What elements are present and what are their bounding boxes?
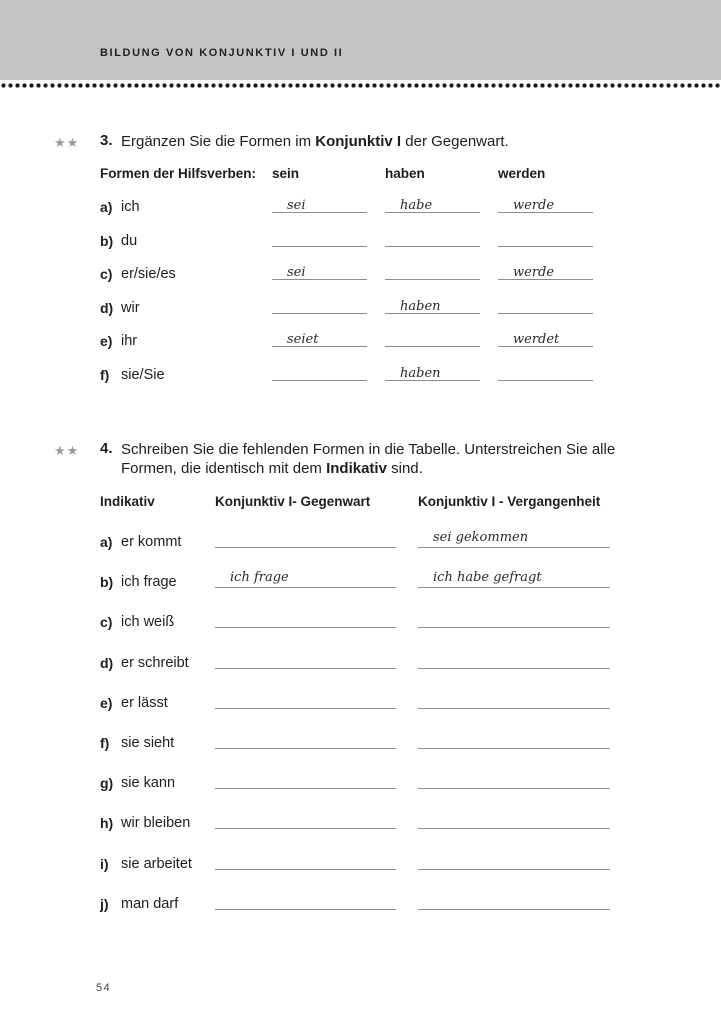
handwritten-answer: werde: [513, 265, 555, 280]
item-letter: g): [100, 775, 114, 792]
indikativ-form: sie sieht: [121, 735, 175, 751]
indikativ-form: ich weiß: [121, 614, 175, 631]
handwritten-answer: haben: [400, 365, 441, 381]
answer-line[interactable]: [215, 748, 396, 749]
answer-line[interactable]: [418, 708, 610, 709]
handwritten-answer: sei: [287, 198, 306, 213]
difficulty-stars: ★★: [54, 443, 80, 458]
item-letter: c): [100, 614, 113, 631]
indikativ-form: er schreibt: [121, 654, 189, 671]
indikativ-form: er kommt: [121, 534, 182, 550]
answer-line[interactable]: [418, 828, 610, 829]
pronoun-label: sie/Sie: [121, 366, 165, 383]
answer-line[interactable]: [418, 587, 610, 588]
answer-line[interactable]: [272, 380, 367, 381]
exercise-instruction: [121, 440, 641, 478]
item-letter: d): [100, 299, 114, 316]
answer-line[interactable]: [418, 788, 610, 789]
handwritten-answer: werdet: [513, 332, 560, 347]
pronoun-label: wir: [121, 299, 140, 316]
column-header-werden: werden: [498, 166, 546, 181]
column-header-haben: haben: [385, 166, 425, 181]
answer-line[interactable]: [418, 909, 610, 910]
answer-line[interactable]: [385, 246, 480, 247]
pronoun-label: ihr: [121, 333, 138, 349]
answer-line[interactable]: [215, 708, 396, 709]
answer-line[interactable]: [272, 246, 367, 247]
dotted-divider: [0, 82, 721, 89]
pronoun-label: du: [121, 232, 138, 249]
exercise-number: 3.: [100, 132, 113, 149]
instruction-keyword: Konjunktiv I: [315, 133, 402, 150]
answer-line[interactable]: [215, 547, 396, 548]
instruction-text: Ergänzen Sie die Formen im: [121, 133, 316, 150]
handwritten-answer: habe: [400, 198, 433, 213]
item-letter: b): [100, 574, 114, 591]
answer-line[interactable]: [215, 587, 396, 588]
column-header-indikativ: Indikativ: [100, 494, 155, 509]
answer-line[interactable]: [498, 313, 593, 314]
indikativ-form: sie arbeitet: [121, 855, 192, 872]
instruction-text: sind.: [386, 460, 423, 477]
item-letter: d): [100, 654, 114, 671]
answer-line[interactable]: [418, 869, 610, 870]
indikativ-form: er lässt: [121, 694, 168, 711]
indikativ-form: sie kann: [121, 775, 176, 792]
answer-line[interactable]: [418, 748, 610, 749]
exercise-instruction: [121, 132, 641, 151]
item-letter: e): [100, 333, 113, 349]
indikativ-form: man darf: [121, 895, 179, 912]
answer-line[interactable]: [215, 668, 396, 669]
handwritten-answer: haben: [400, 298, 441, 314]
answer-line[interactable]: [498, 380, 593, 381]
item-letter: f): [100, 735, 110, 751]
handwritten-answer: ich habe gefragt: [433, 570, 542, 586]
page-number: 54: [96, 982, 112, 994]
handwritten-answer: seiet: [287, 332, 319, 347]
instruction-text: der Gegenwart.: [401, 133, 509, 150]
handwritten-answer: sei gekommen: [433, 530, 529, 545]
header-band: [0, 0, 721, 80]
pronoun-label: er/sie/es: [121, 266, 176, 282]
exercise-number: 4.: [100, 440, 113, 457]
handwritten-answer: werde: [513, 198, 555, 213]
instruction-text: Formen, die identisch mit dem: [121, 460, 327, 477]
indikativ-form: ich frage: [121, 574, 177, 591]
difficulty-stars: ★★: [54, 135, 80, 150]
item-letter: a): [100, 199, 113, 215]
item-letter: b): [100, 232, 114, 249]
item-letter: j): [100, 895, 109, 912]
column-header-konjunktiv-vergangenheit: Konjunktiv I - Vergangenheit: [418, 494, 601, 509]
answer-line[interactable]: [418, 668, 610, 669]
column-header-konjunktiv-gegenwart: Konjunktiv I- Gegenwart: [215, 494, 371, 509]
handwritten-answer: ich frage: [230, 570, 289, 586]
answer-line[interactable]: [498, 246, 593, 247]
answer-line[interactable]: [215, 869, 396, 870]
item-letter: a): [100, 534, 113, 550]
answer-line[interactable]: [215, 909, 396, 910]
handwritten-answer: sei: [287, 265, 306, 280]
item-letter: e): [100, 694, 113, 711]
instruction-keyword: Indikativ: [326, 460, 387, 477]
answer-line[interactable]: [215, 627, 396, 628]
answer-line[interactable]: [418, 547, 610, 548]
item-letter: c): [100, 266, 113, 282]
answer-line[interactable]: [215, 788, 396, 789]
item-letter: i): [100, 855, 109, 872]
answer-line[interactable]: [215, 828, 396, 829]
indikativ-form: wir bleiben: [121, 815, 191, 832]
answer-line[interactable]: [385, 346, 480, 347]
answer-line[interactable]: [418, 627, 610, 628]
pronoun-label: ich: [121, 199, 140, 215]
column-label: Formen der Hilfsverben:: [100, 166, 257, 181]
instruction-text: Schreiben Sie die fehlenden Formen in die Tabelle. Unterstreichen Sie alle: [121, 441, 616, 458]
item-letter: f): [100, 366, 110, 383]
item-letter: h): [100, 815, 114, 832]
chapter-title: BILDUNG VON KONJUNKTIV I UND II: [100, 47, 344, 59]
column-header-sein: sein: [272, 166, 300, 181]
answer-line[interactable]: [272, 313, 367, 314]
answer-line[interactable]: [385, 279, 480, 280]
